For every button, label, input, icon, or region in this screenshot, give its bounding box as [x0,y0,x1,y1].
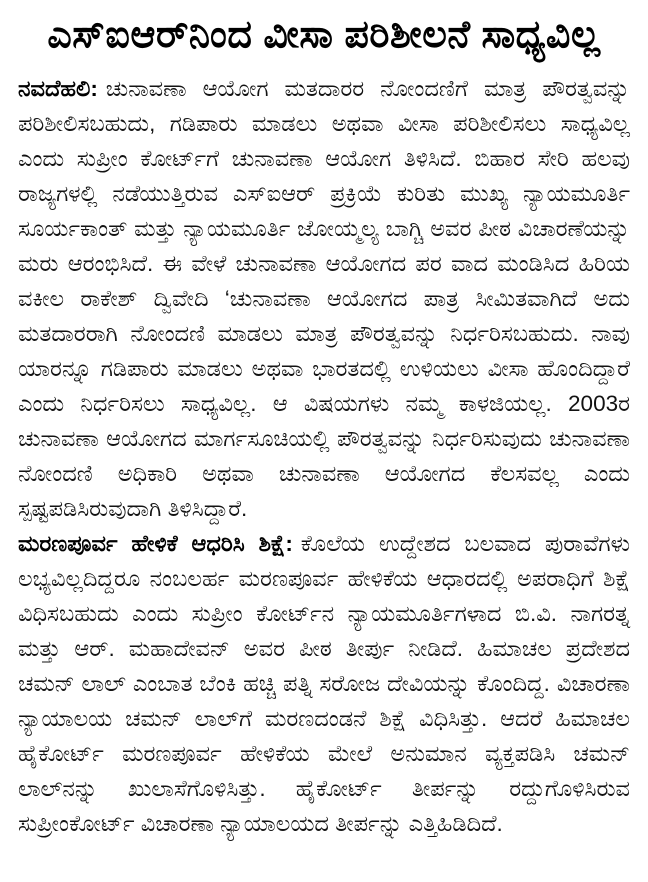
paragraph-2-text: ಕೊಲೆಯ ಉದ್ದೇಶದ ಬಲವಾದ ಪುರಾವೆಗಳು ಲಭ್ಯವಿಲ್ಲದಿದ್ದರೂ ನಂಬಲರ್ಹ ಮರಣಪೂರ್ವ ಹೇಳಿಕೆಯ ಆಧಾರದಲ್ಲಿ ಅಪರಾಧಿಗೆ ಶಿಕ್ಷೆ ವಿಧಿಸಬಹುದು ಎಂದು ಸುಪ್ರೀಂ ಕೋರ್ಟ್‌ನ ನ್ಯಾಯಮೂರ್ತಿಗಳಾದ ಬಿ.ವಿ. ನಾಗರತ್ನ ಮತ್ತು ಆರ್. ಮಹಾದೇವನ್ ಅವರ ಪೀಠ ತೀರ್ಪು ನೀಡಿದೆ. ಹಿಮಾಚಲ ಪ್ರದೇಶದ ಚಮನ್ ಲಾಲ್ ಎಂಬಾತ ಬೆಂಕಿ ಹಚ್ಚಿ ಪತ್ನಿ ಸರೋಜ ದೇವಿಯನ್ನು ಕೊಂದಿದ್ದ. ವಿಚಾರಣಾ ನ್ಯಾಯಾಲಯ ಚಮನ್ ಲಾಲ್‌ಗೆ ಮರಣದಂಡನೆ ಶಿಕ್ಷೆ ವಿಧಿಸಿತ್ತು. ಆದರೆ ಹಿಮಾಚಲ ಹೈಕೋರ್ಟ್ ಮರಣಪೂರ್ವ ಹೇಳಿಕೆಯ ಮೇಲೆ ಅನುಮಾನ ವ್ಯಕ್ತಪಡಿಸಿ ಚಮನ್ ಲಾಲ್‌ನನ್ನು ಖುಲಾಸೆಗೊಳಿಸಿತ್ತು. ಹೈಕೋರ್ಟ್ ತೀರ್ಪನ್ನು ರದ್ದುಗೊಳಿಸಿರುವ ಸುಪ್ರೀಂಕೋರ್ಟ್ ವಿಚಾರಣಾ ನ್ಯಾಯಾಲಯದ ತೀರ್ಪನ್ನು ಎತ್ತಿಹಿಡಿದಿದೆ. [18,531,630,837]
inline-subhead: ಮರಣಪೂರ್ವ ಹೇಳಿಕೆ ಆಧರಿಸಿ ಶಿಕ್ಷೆ: [18,531,293,557]
article-headline: ಎಸ್‌ಐಆರ್‌ನಿಂದ ವೀಸಾ ಪರಿಶೀಲನೆ ಸಾಧ್ಯವಿಲ್ಲ [47,14,601,56]
article-paragraph-1 [18,71,630,526]
paragraph-1-text: ಚುನಾವಣಾ ಆಯೋಗ ಮತದಾರರ ನೋಂದಣಿಗೆ ಮಾತ್ರ ಪೌರತ್ವವನ್ನು ಪರಿಶೀಲಿಸಬಹುದು, ಗಡಿಪಾರು ಮಾಡಲು ಅಥವಾ ವೀಸಾ ಪರಿಶೀಲಿಸಲು ಸಾಧ್ಯವಿಲ್ಲ ಎಂದು ಸುಪ್ರೀಂ ಕೋರ್ಟ್‌ಗೆ ಚುನಾವಣಾ ಆಯೋಗ ತಿಳಿಸಿದೆ. ಬಿಹಾರ ಸೇರಿ ಹಲವು ರಾಜ್ಯಗಳಲ್ಲಿ ನಡೆಯುತ್ತಿರುವ ಎಸ್‌ಐಆರ್ ಪ್ರಕ್ರಿಯೆ ಕುರಿತು ಮುಖ್ಯ ನ್ಯಾಯಮೂರ್ತಿ ಸೂರ್ಯಕಾಂತ್ ಮತ್ತು ನ್ಯಾಯಮೂರ್ತಿ ಜೋಯ್ಮಲ್ಯ ಬಾಗ್ಚಿ ಅವರ ಪೀಠ ವಿಚಾರಣೆಯನ್ನು ಮರು ಆರಂಭಿಸಿದೆ. ಈ ವೇಳೆ ಚುನಾವಣಾ ಆಯೋಗದ ಪರ ವಾದ ಮಂಡಿಸಿದ ಹಿರಿಯ ವಕೀಲ ರಾಕೇಶ್ ದ್ವಿವೇದಿ ‘ಚುನಾವಣಾ ಆಯೋಗದ ಪಾತ್ರ ಸೀಮಿತವಾಗಿದೆ ಅದು ಮತದಾರರಾಗಿ ನೋಂದಣಿ ಮಾಡಲು ಮಾತ್ರ ಪೌರತ್ವವನ್ನು ನಿರ್ಧರಿಸಬಹುದು. ನಾವು ಯಾರನ್ನೂ ಗಡಿಪಾರು ಮಾಡಲು ಅಥವಾ ಭಾರತದಲ್ಲಿ ಉಳಿಯಲು ವೀಸಾ ಹೊಂದಿದ್ದಾರೆ ಎಂದು ನಿರ್ಧರಿಸಲು ಸಾಧ್ಯವಿಲ್ಲ. ಆ ವಿಷಯಗಳು ನಮ್ಮ ಕಾಳಜಿಯಲ್ಲ. 2003ರ ಚುನಾವಣಾ ಆಯೋಗದ ಮಾರ್ಗಸೂಚಿಯಲ್ಲಿ ಪೌರತ್ವವನ್ನು ನಿರ್ಧರಿಸುವುದು ಚುನಾವಣಾ ನೋಂದಣಿ ಅಧಿಕಾರಿ ಅಥವಾ ಚುನಾವಣಾ ಆಯೋಗದ ಕೆಲಸವಲ್ಲ ಎಂದು ಸ್ಪಷ್ಟಪಡಿಸಿರುವುದಾಗಿ ತಿಳಿಸಿದ್ದಾರೆ. [18,76,630,522]
dateline: ನವದೆಹಲಿ: [18,76,98,102]
article-paragraph-2 [18,526,630,841]
